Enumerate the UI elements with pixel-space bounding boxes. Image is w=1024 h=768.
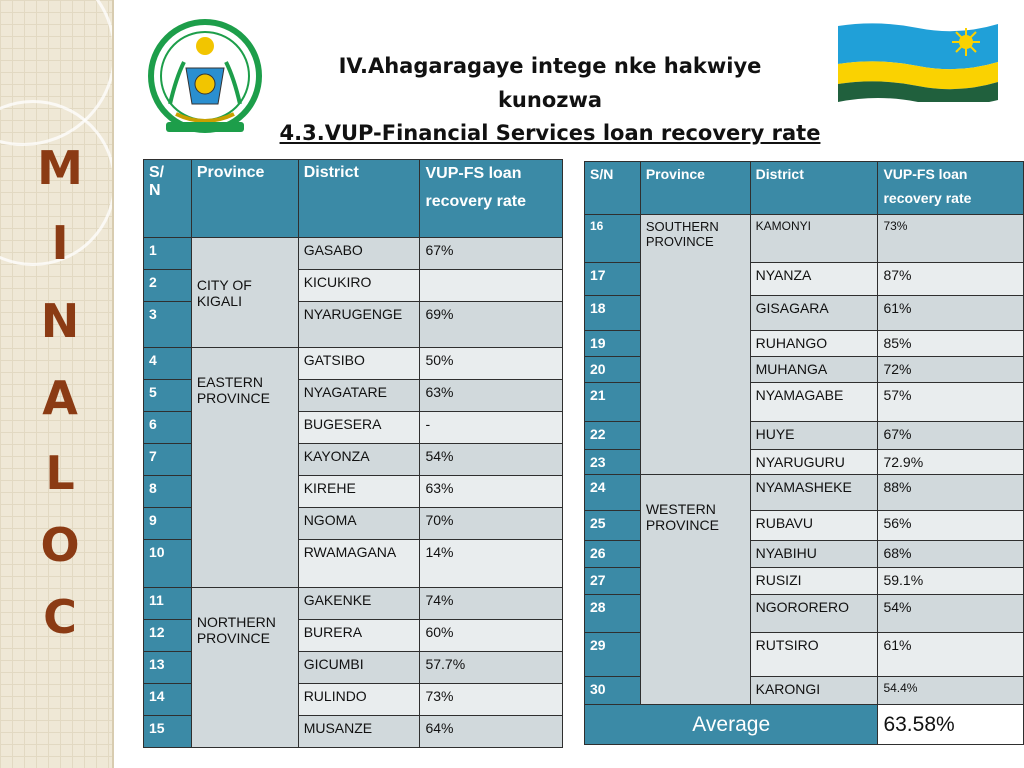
recovery-rate-table-right <box>584 161 1024 745</box>
sidebar-letter: I <box>51 216 69 270</box>
header-district: District <box>298 160 420 238</box>
district-cell: RUBAVU <box>750 511 878 541</box>
row-sn: 1 <box>144 238 192 270</box>
row-sn: 14 <box>144 684 192 716</box>
row-sn: 24 <box>585 475 641 511</box>
row-sn: 23 <box>585 450 641 475</box>
rate-cell: 54% <box>878 595 1024 633</box>
district-cell: MUHANGA <box>750 357 878 383</box>
row-sn: 21 <box>585 383 641 422</box>
rate-cell: 64% <box>420 716 563 748</box>
row-sn: 4 <box>144 348 192 380</box>
district-cell: GICUMBI <box>298 652 420 684</box>
sidebar-letter: A <box>42 371 78 425</box>
rate-cell: 61% <box>878 633 1024 677</box>
district-cell: NGOMA <box>298 508 420 540</box>
slide-subtitle: 4.3.VUP-Financial Services loan recovery rate <box>279 121 821 145</box>
district-cell: GATSIBO <box>298 348 420 380</box>
rate-cell: 57.7% <box>420 652 563 684</box>
rate-cell: 59.1% <box>878 568 1024 595</box>
district-cell: HUYE <box>750 422 878 450</box>
row-sn: 2 <box>144 270 192 302</box>
rate-cell: 54.4% <box>878 677 1024 705</box>
rate-cell: 85% <box>878 331 1024 357</box>
recovery-rate-table-left <box>143 159 563 748</box>
row-sn: 16 <box>585 215 641 263</box>
district-cell: NYABIHU <box>750 541 878 568</box>
district-cell: NGORORERO <box>750 595 878 633</box>
row-sn: 29 <box>585 633 641 677</box>
district-cell: KARONGI <box>750 677 878 705</box>
district-cell: MUSANZE <box>298 716 420 748</box>
district-cell: NYAMAGABE <box>750 383 878 422</box>
row-sn: 7 <box>144 444 192 476</box>
rate-cell: - <box>420 412 563 444</box>
rate-cell: 63% <box>420 476 563 508</box>
table-row <box>585 215 1024 263</box>
row-sn: 18 <box>585 296 641 331</box>
district-cell: RUSIZI <box>750 568 878 595</box>
header-sn: S/ N <box>144 160 192 238</box>
district-cell: RULINDO <box>298 684 420 716</box>
row-sn: 11 <box>144 588 192 620</box>
row-sn: 19 <box>585 331 641 357</box>
header-rate: VUP-FS loan recovery rate <box>420 160 563 238</box>
table-row <box>144 588 563 620</box>
strip-divider <box>112 0 114 768</box>
average-value: 63.58% <box>878 705 1024 745</box>
district-cell: KICUKIRO <box>298 270 420 302</box>
sidebar-letter: L <box>45 446 75 500</box>
row-sn: 5 <box>144 380 192 412</box>
header-district: District <box>750 162 878 215</box>
row-sn: 6 <box>144 412 192 444</box>
row-sn: 8 <box>144 476 192 508</box>
district-cell: RUHANGO <box>750 331 878 357</box>
rate-cell: 73% <box>878 215 1024 263</box>
district-cell: NYAMASHEKE <box>750 475 878 511</box>
row-sn: 28 <box>585 595 641 633</box>
row-sn: 13 <box>144 652 192 684</box>
rate-cell: 60% <box>420 620 563 652</box>
row-sn: 20 <box>585 357 641 383</box>
table-row <box>585 475 1024 511</box>
table-header-row <box>585 162 1024 215</box>
row-sn: 10 <box>144 540 192 588</box>
rate-cell: 73% <box>420 684 563 716</box>
row-sn: 22 <box>585 422 641 450</box>
district-cell: KAYONZA <box>298 444 420 476</box>
district-cell: NYAGATARE <box>298 380 420 412</box>
header-sn: S/N <box>585 162 641 215</box>
rate-cell: 68% <box>878 541 1024 568</box>
rate-cell: 88% <box>878 475 1024 511</box>
rwanda-emblem-icon <box>146 18 264 140</box>
rate-cell: 69% <box>420 302 563 348</box>
province-cell: WESTERN PROVINCE <box>640 475 750 705</box>
sidebar-letter: N <box>40 294 80 348</box>
row-sn: 27 <box>585 568 641 595</box>
sidebar-letter: O <box>40 518 80 572</box>
rate-cell: 57% <box>878 383 1024 422</box>
rate-cell <box>420 270 563 302</box>
row-sn: 3 <box>144 302 192 348</box>
province-cell: NORTHERN PROVINCE <box>191 588 298 748</box>
district-cell: NYARUGURU <box>750 450 878 475</box>
row-sn: 25 <box>585 511 641 541</box>
rate-cell: 67% <box>420 238 563 270</box>
rate-cell: 87% <box>878 263 1024 296</box>
sidebar-letter: M <box>37 141 83 195</box>
district-cell: GISAGARA <box>750 296 878 331</box>
row-sn: 15 <box>144 716 192 748</box>
table-header-row <box>144 160 563 238</box>
row-sn: 30 <box>585 677 641 705</box>
row-sn: 17 <box>585 263 641 296</box>
table-row <box>144 348 563 380</box>
average-label: Average <box>585 705 878 745</box>
rate-cell: 50% <box>420 348 563 380</box>
district-cell: KAMONYI <box>750 215 878 263</box>
district-cell: RWAMAGANA <box>298 540 420 588</box>
rate-cell: 14% <box>420 540 563 588</box>
district-cell: GAKENKE <box>298 588 420 620</box>
district-cell: RUTSIRO <box>750 633 878 677</box>
district-cell: NYANZA <box>750 263 878 296</box>
rate-cell: 67% <box>878 422 1024 450</box>
header-province: Province <box>191 160 298 238</box>
province-cell: SOUTHERN PROVINCE <box>640 215 750 475</box>
sidebar-letter: C <box>43 590 77 644</box>
rate-cell: 72% <box>878 357 1024 383</box>
district-cell: BUGESERA <box>298 412 420 444</box>
province-cell: EASTERN PROVINCE <box>191 348 298 588</box>
slide-title-line1: IV.Ahagaragaye intege nke hakwiye <box>338 54 762 78</box>
province-cell: CITY OF KIGALI <box>191 238 298 348</box>
district-cell: NYARUGENGE <box>298 302 420 348</box>
row-sn: 26 <box>585 541 641 568</box>
rate-cell: 70% <box>420 508 563 540</box>
average-row <box>585 705 1024 745</box>
district-cell: GASABO <box>298 238 420 270</box>
rwanda-flag-icon <box>838 20 998 102</box>
header-province: Province <box>640 162 750 215</box>
slide-title-line2: kunozwa <box>497 88 603 112</box>
rate-cell: 61% <box>878 296 1024 331</box>
row-sn: 9 <box>144 508 192 540</box>
rate-cell: 54% <box>420 444 563 476</box>
rate-cell: 63% <box>420 380 563 412</box>
row-sn: 12 <box>144 620 192 652</box>
rate-cell: 74% <box>420 588 563 620</box>
district-cell: BURERA <box>298 620 420 652</box>
rate-cell: 56% <box>878 511 1024 541</box>
rate-cell: 72.9% <box>878 450 1024 475</box>
district-cell: KIREHE <box>298 476 420 508</box>
table-row <box>144 238 563 270</box>
header-rate: VUP-FS loan recovery rate <box>878 162 1024 215</box>
